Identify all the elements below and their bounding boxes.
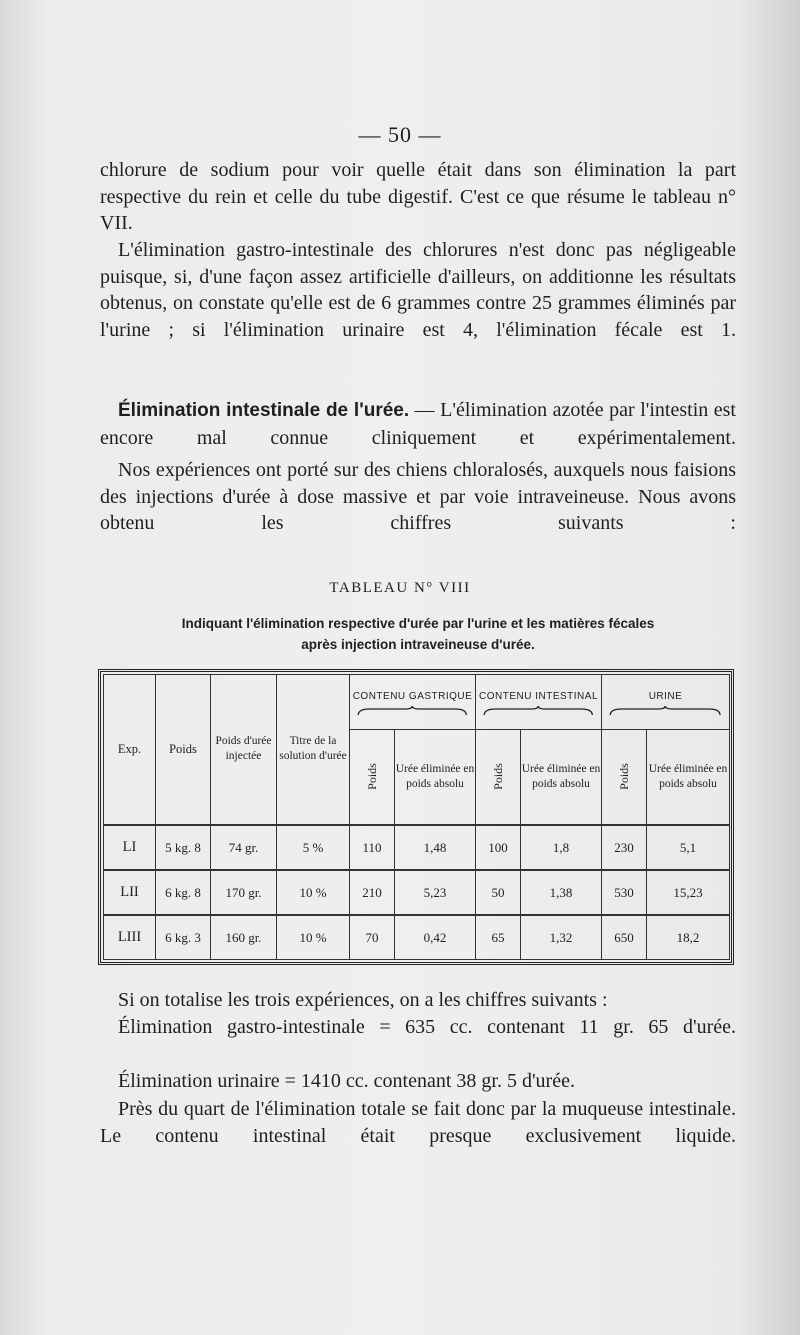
- table-caption-line-2: après injection intraveineuse d'urée.: [301, 637, 535, 652]
- paragraph-conclusion: Près du quart de l'élimination totale se fait donc par la muqueuse intestinale. Le contenu intestinal était presque exclusivement liquide.: [100, 1098, 736, 1147]
- header-intestinal-uree: Urée éliminée en poids absolu: [521, 730, 602, 825]
- paragraph-chlorure: chlorure de sodium pour voir quelle était dans son élimination la part respective du rein et celle du tube digestif. C'est ce que résume le tableau n° VII.: [100, 159, 736, 235]
- header-sub-poids: Poids: [616, 763, 631, 791]
- header-contenu-intestinal: [476, 675, 602, 730]
- cell-gastrique-poids: 110: [350, 825, 395, 870]
- table-caption: [100, 613, 736, 655]
- header-poids-uree: Poids d'urée injectée: [211, 675, 277, 825]
- paragraph-gastro-intestinale: Élimination gastro-intestinale = 635 cc. contenant 11 gr. 65 d'urée.: [118, 1016, 736, 1038]
- cell-gastrique-poids: 70: [350, 915, 395, 960]
- cell-exp: LI: [104, 825, 156, 870]
- cell-gastrique-uree: 0,42: [395, 915, 476, 960]
- cell-urine-poids: 650: [602, 915, 647, 960]
- header-urine-uree: Urée éliminée en poids absolu: [647, 730, 730, 825]
- header-sub-poids: Poids: [490, 763, 505, 791]
- table-row: [104, 825, 730, 870]
- brace-icon: [356, 706, 469, 716]
- header-gastrique-uree: Urée éliminée en poids absolu: [395, 730, 476, 825]
- header-contenu-intestinal-label: CONTENU INTESTINAL: [479, 690, 599, 702]
- cell-intestinal-poids: 65: [476, 915, 521, 960]
- header-urine: [602, 675, 730, 730]
- cell-poids: 5 kg. 8: [156, 825, 211, 870]
- brace-icon: [482, 706, 595, 716]
- table-row: [104, 915, 730, 960]
- cell-poids: 6 kg. 3: [156, 915, 211, 960]
- header-contenu-gastrique: [350, 675, 476, 730]
- cell-titre: 10 %: [277, 915, 350, 960]
- table-title: TABLEAU N° VIII: [329, 580, 471, 596]
- paragraph-totaux: Si on totalise les trois expériences, on a les chiffres suivants :: [118, 989, 608, 1011]
- cell-exp: LIII: [104, 915, 156, 960]
- cell-urine-poids: 530: [602, 870, 647, 915]
- section-heading-text: — L'élimination azotée par l'intestin est encore mal connue cliniquement et expérimentalement.: [100, 399, 736, 449]
- cell-poids: 6 kg. 8: [156, 870, 211, 915]
- cell-gastrique-uree: 5,23: [395, 870, 476, 915]
- header-exp: Exp.: [104, 675, 156, 825]
- cell-gastrique-uree: 1,48: [395, 825, 476, 870]
- cell-uree-injectee: 74 gr.: [211, 825, 277, 870]
- header-poids: Poids: [156, 675, 211, 825]
- section-heading: Élimination intestinale de l'urée.: [118, 400, 410, 421]
- paragraph-urinaire: Élimination urinaire = 1410 cc. contenant 38 gr. 5 d'urée.: [118, 1070, 575, 1092]
- header-titre: Titre de la solution d'urée: [277, 675, 350, 825]
- cell-gastrique-poids: 210: [350, 870, 395, 915]
- header-sub-poids: Poids: [364, 763, 379, 791]
- cell-urine-uree: 15,23: [647, 870, 730, 915]
- cell-intestinal-uree: 1,38: [521, 870, 602, 915]
- cell-urine-uree: 18,2: [647, 915, 730, 960]
- table-row: [104, 870, 730, 915]
- header-intestinal-poids: [476, 730, 521, 825]
- header-contenu-gastrique-label: CONTENU GASTRIQUE: [352, 690, 473, 702]
- header-urine-label: URINE: [648, 690, 683, 702]
- table-caption-line-1: Indiquant l'élimination respective d'urée par l'urine et les matières fécales: [181, 616, 655, 631]
- data-table: [103, 674, 730, 960]
- cell-exp: LII: [104, 870, 156, 915]
- cell-urine-poids: 230: [602, 825, 647, 870]
- cell-uree-injectee: 170 gr.: [211, 870, 277, 915]
- paragraph-elimination-chlorures: L'élimination gastro-intestinale des chlorures n'est donc pas négligeable puisque, si, d'une façon assez artificielle d'ailleurs, on additionne les résultats obtenus, on constate qu'elle est de 6 grammes contre 25 grammes éliminés par l'urine ; si l'élimination urinaire est 4, l'élimination fécale est 1.: [100, 239, 736, 341]
- cell-intestinal-poids: 100: [476, 825, 521, 870]
- page-number: — 50 —: [358, 122, 442, 147]
- cell-titre: 10 %: [277, 870, 350, 915]
- cell-intestinal-uree: 1,8: [521, 825, 602, 870]
- cell-intestinal-uree: 1,32: [521, 915, 602, 960]
- cell-urine-uree: 5,1: [647, 825, 730, 870]
- brace-icon: [608, 706, 722, 716]
- cell-uree-injectee: 160 gr.: [211, 915, 277, 960]
- header-urine-poids: [602, 730, 647, 825]
- header-gastrique-poids: [350, 730, 395, 825]
- cell-intestinal-poids: 50: [476, 870, 521, 915]
- paragraph-experiences: Nos expériences ont porté sur des chiens chloralosés, auxquels nous faisions des injections d'urée à dose massive et par voie intraveineuse. Nous avons obtenu les chiffres suivants :: [100, 459, 736, 535]
- cell-titre: 5 %: [277, 825, 350, 870]
- paragraph-uree-heading: [100, 397, 736, 451]
